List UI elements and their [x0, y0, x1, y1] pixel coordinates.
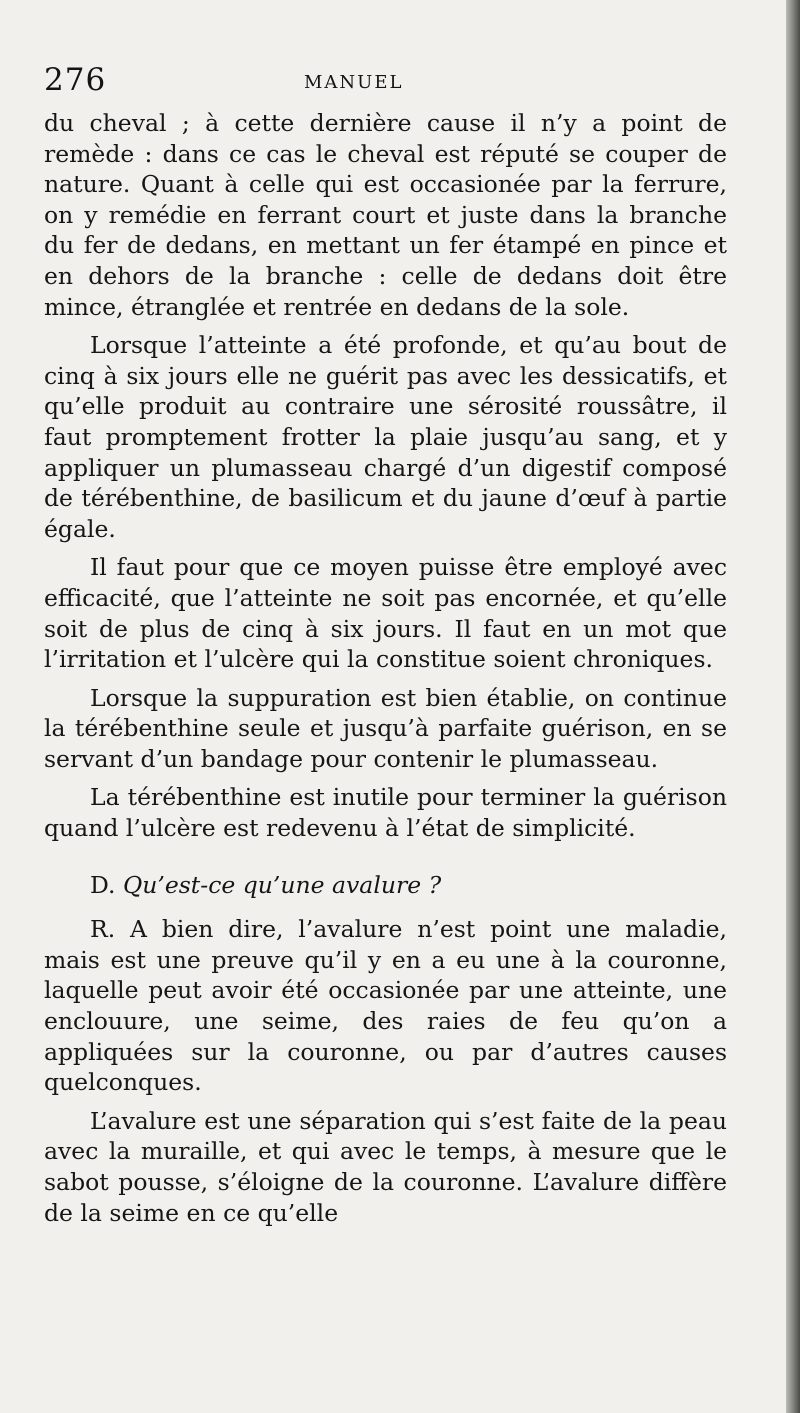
question-marker: D. — [90, 870, 116, 899]
paragraph: Lorsque la suppuration est bien établie, on continue la térébenthine seule et jusqu’à parfaite guérison, en se servant d’un bandage pour contenir le plumasseau. — [44, 683, 727, 773]
paragraph: Il faut pour que ce moyen puisse être employé avec efficacité, que l’atteinte ne soit pas encornée, et qu’elle soit de plus de cinq à six jours. Il faut en un mot que l’irritation et l’ulcère qui la constitue soient chroniques. — [44, 553, 727, 674]
paragraph: La térébenthine est inutile pour terminer la guérison quand l’ulcère est redevenu à l’état de simplicité. — [44, 783, 727, 843]
running-title: MANUEL — [304, 72, 404, 93]
page-number: 276 — [44, 62, 107, 98]
paragraph-continued: du cheval ; à cette dernière cause il n’y a point de remède : dans ce cas le cheval est réputé se couper de nature. Quant à celle qui est occasionée par la ferrure, on y remédie en ferrant court et juste dans la branche du fer de dedans, en mettant un fer étampé en pince et en dehors de la branche : celle de dedans doit être mince, étranglée et rentrée en dedans de la sole. — [44, 109, 727, 321]
paragraph: Lorsque l’atteinte a été profonde, et qu’au bout de cinq à six jours elle ne guérit pas avec les dessicatifs, et qu’elle produit au contraire une sérosité roussâtre, il faut promptement frotter la plaie jusqu’au sang, et y appliquer un plumasseau chargé d’un digestif composé de térébenthine, de basilicum et du jaune d’œuf à partie égale. — [44, 331, 727, 543]
question-text: Qu’est-ce qu’une avalure ? — [122, 870, 442, 899]
page-header — [44, 62, 724, 102]
question-line — [44, 870, 727, 901]
answer-paragraph: L’avalure est une séparation qui s’est faite de la peau avec la muraille, et qui avec le temps, à mesure que le sabot pousse, s’éloigne de la couronne. L’avalure diffère de la seime en ce qu’elle — [44, 1106, 727, 1227]
answer-paragraph: R. A bien dire, l’avalure n’est point une maladie, mais est une preuve qu’il y en a eu une à la couronne, laquelle peut avoir été occasionée par une atteinte, une enclouure, une seime, des raies de feu qu’on a appliquées sur la couronne, ou par d’autres causes quelconques. — [44, 915, 727, 1097]
page-edge-shadow — [786, 0, 800, 1413]
page-body — [44, 108, 727, 1236]
